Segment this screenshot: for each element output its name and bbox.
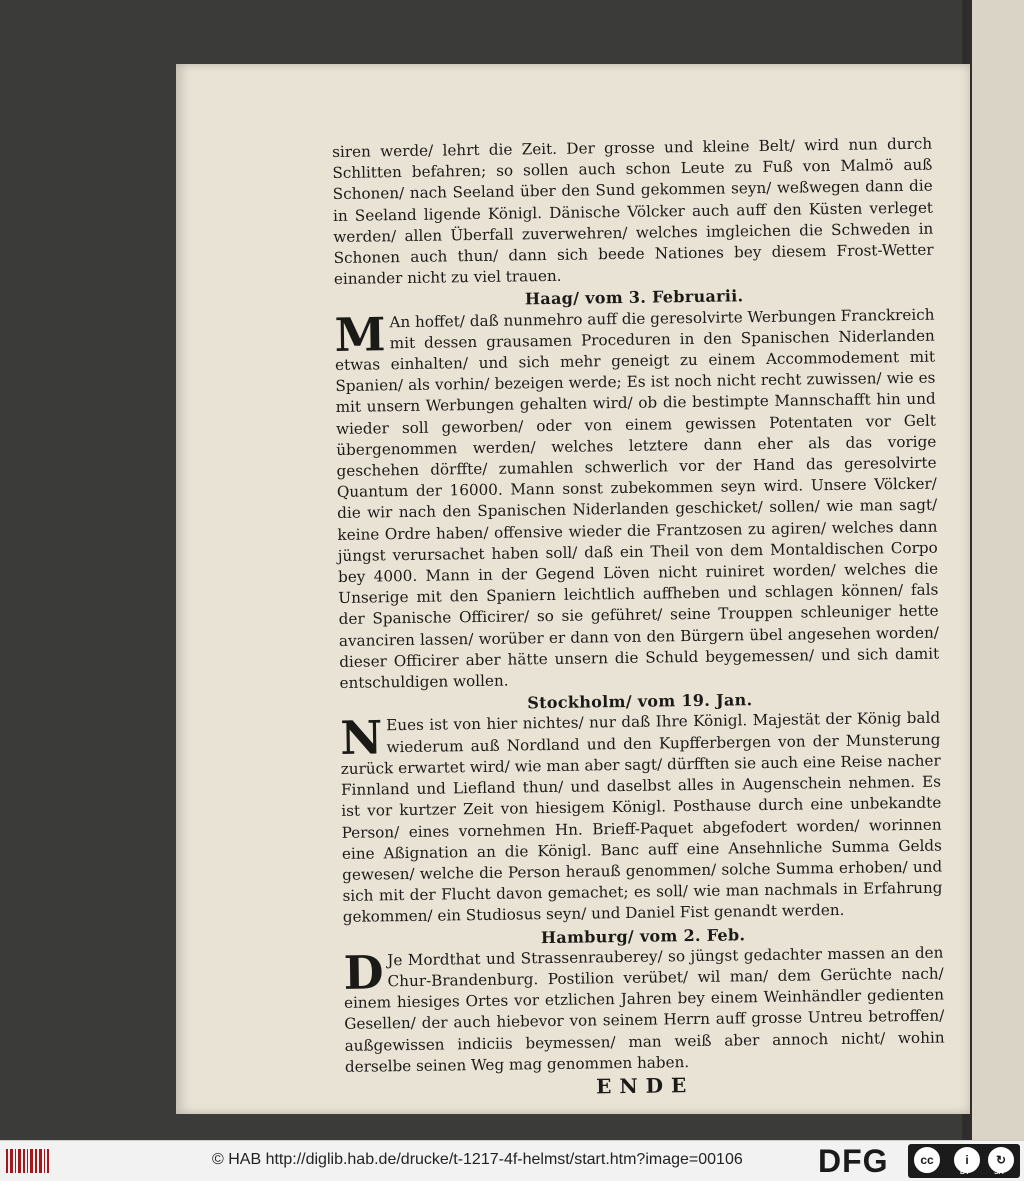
license-by-label: BY [960, 1169, 970, 1176]
section-intro-text: siren werde/ lehrt die Zeit. Der grosse und kleine Belt/ wird nun durch Schlitten befahren; so sollen auch schon Leute zu Fuß von Malmö auß Schonen/ nach Seeland über den Sund gekommen seyn/ weßwegen dann die in Seeland ligende Königl. Dänische Völcker auch auff den Küsten verleget werden/ allen Überfall zuverwehren/ welches imgleichen die Schweden in Schonen auch thun/ dann sich beede Nationes bey diesem Frost-Wetter einander nicht zu viel trauen. [332, 134, 934, 289]
end-mark: ENDE [595, 1072, 695, 1099]
license-sa-label: SA [994, 1169, 1004, 1176]
document-text [332, 134, 945, 1101]
drop-cap-initial: D [343, 945, 384, 1000]
section-stockholm-text: Eues ist von hier nichtes/ nur daß Ihre Königl. Majestät der König bald wiederum auß Nordland und den Kupfferbergen von der Munsterung zurück erwartet wird/ wie man aber sagt/ dürfften sie auch eine Reise nacher Finnland und Liefland thun/ und daselbst alles in Augenschein nehmen. Es ist vor kurtzer Zeit von hiesigem Königl. Posthause durch eine unbekandte Person/ eines vornehmen Hn. Brieff-Paquet abgefodert worden/ worinnen eine Aßignation an die Königl. Banc auff eine Ansehnliche Summa Gelds gewesen/ welche die Person herauß genommen/ solche Summa erhoben/ und sich mit der Flucht davon gemachet; es soll/ wie man nachmals in Erfahrung gekommen/ ein Studiosus seyn/ und Daniel Fist genandt werden. [340, 709, 943, 927]
dfg-logo: DFG [818, 1143, 889, 1179]
by-icon: i [952, 1145, 982, 1175]
section-heading-stockholm: Stockholm/ vom 19. Jan. [527, 690, 753, 713]
section-haag-text: An hoffet/ daß nunmehro auff die geresolvirte Werbungen Franckreich mit dessen grausamen Proceduren in den Spanischen Niderlanden etwas einhalten/ und sich mehr geneigt zu einem Accommodement mit Spanien/ als vorhin/ bezeigen werde; Es ist noch nicht recht zuwissen/ wie es mit unsern Werbungen gehalten wird/ ob die bestimpte Mannschafft hin und wieder soll geworben/ oder von einem gewissen Potentaten vor Gelt übergenommen werden/ welches letztere dann eher als das vorige geschehen dörffte/ zumahlen schwerlich vor der Hand das geresolvirte Quantum der 16000. Mann sonst zubekommen seyn wird. Unsere Völcker/ die wir nach den Spanischen Niderlanden geschicket/ sollen/ wie man sagt/ keine Ordre haben/ offensive wieder die Frantzosen zu agiren/ welches dann jüngst verursachet haben soll/ daß ein Theil von dem Montaldischen Corpo bey 4000. Mann in der Gegend Löven nicht ruiniret worden/ welches die Unserige mit den Spaniern leichtlich auffheben und schlagen können/ fals der Spanische Officirer/ so sie geführet/ seine Trouppen schleuniger hette avanciren lassen/ worüber er dann von den Bürgern übel angesehen worden/ dieser Officirer aber hätte unsern die Schuld beygemessen/ und sich damit entschuldigen wollen. [334, 305, 940, 693]
sa-icon: ↻ [986, 1145, 1016, 1175]
drop-cap-initial: N [339, 710, 383, 766]
section-heading-hamburg: Hamburg/ vom 2. Feb. [540, 924, 746, 947]
hab-barcode-logo [6, 1149, 50, 1173]
section-hamburg-text: Je Mordthat und Strassenrauberey/ so jüngst gedachter massen an den Chur-Brandenburg. Postilion verübet/ wil man/ dem Gerüchte nach/ einem hiesiges Ortes vor etzlichen Jahren bey einem Weinhändler gedienten Gesellen/ der auch hiebevor von seinem Herrn auff grosse Untreu betroffen/ außgewissen indiciis beymessen/ man weiß aber annoch nicht/ wohin derselbe seinen Weg mag genommen haben. [343, 943, 945, 1076]
section-hamburg [343, 942, 945, 1078]
document-page [176, 64, 970, 1114]
viewer-footer [0, 1140, 1024, 1181]
section-heading-haag: Haag/ vom 3. Februarii. [524, 286, 744, 309]
cc-license-badge[interactable] [908, 1144, 1020, 1178]
section-stockholm [340, 708, 943, 928]
section-haag [334, 304, 939, 694]
drop-cap-initial: M [334, 306, 386, 362]
copyright-link[interactable]: © HAB http://diglib.hab.de/drucke/t-1217-4f-helmst/start.htm?image=00106 [212, 1151, 743, 1168]
cc-icon: cc [912, 1145, 942, 1175]
